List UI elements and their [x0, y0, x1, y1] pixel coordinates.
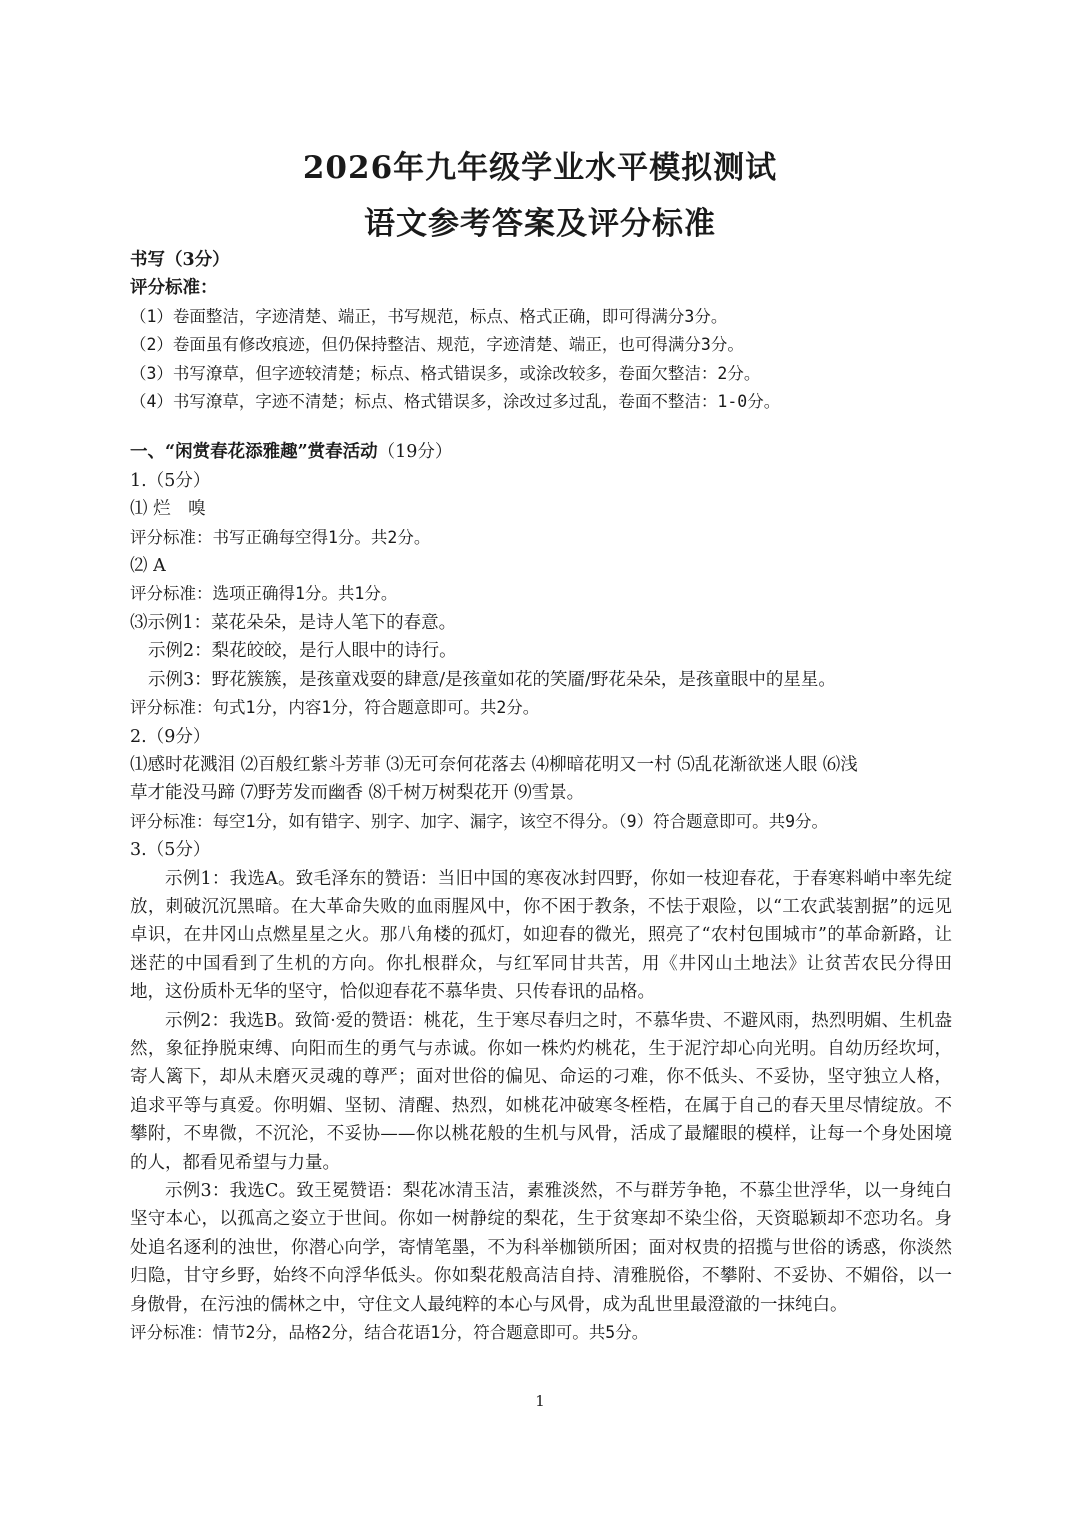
q2-label: 2.（9分）: [130, 726, 211, 747]
q2-answers-line-2: 草才能没马蹄 ⑺野芳发而幽香 ⑻千树万树梨花开 ⑼雪景。: [130, 783, 585, 804]
writing-criterion-4: （4）书写潦草，字迹不清楚；标点、格式错误多，涂改过多过乱，卷面不整洁：1-0分。: [130, 392, 781, 412]
page-title: 2026年九年级学业水平模拟测试: [302, 150, 778, 186]
q1-answer-3-example-2: 示例2：梨花皎皎，是行人眼中的诗行。: [148, 641, 457, 662]
q1-answer-3-example-1: ⑶示例1：菜花朵朵，是诗人笔下的春意。: [130, 612, 457, 633]
q1-criteria-1: 评分标准：书写正确每空得1分。共2分。: [130, 527, 431, 547]
writing-criteria-label: 评分标准：: [130, 278, 218, 299]
section-gap: [130, 416, 952, 438]
q1-criteria-3: 评分标准：句式1分，内容1分，符合题意即可。共2分。: [130, 698, 540, 718]
page-subtitle: 语文参考答案及评分标准: [364, 206, 716, 242]
q1-label: 1.（5分）: [130, 470, 211, 491]
writing-criterion-1: （1）卷面整洁，字迹清楚、端正，书写规范，标点、格式正确，即可得满分3分。: [130, 306, 728, 326]
q1-answer-2: ⑵ A: [130, 556, 166, 577]
q3-label: 3.（5分）: [130, 840, 211, 861]
q2-answers-line-1: ⑴感时花溅泪 ⑵百般红紫斗芳菲 ⑶无可奈何花落去 ⑷柳暗花明又一村 ⑸乱花渐欲迷人眼 ⑹浅: [130, 754, 858, 775]
section-1-heading: [130, 438, 952, 466]
q1-answer-1: ⑴ 烂 嗅: [130, 499, 206, 520]
q1-criteria-2: 评分标准：选项正确得1分。共1分。: [130, 584, 398, 604]
q1-answer-3-example-3: 示例3：野花簇簇，是孩童戏耍的肆意/是孩童如花的笑靥/野花朵朵，是孩童眼中的星星。: [148, 669, 836, 690]
writing-criterion-2: （2）卷面虽有修改痕迹，但仍保持整洁、规范，字迹清楚、端正，也可得满分3分。: [130, 335, 744, 355]
content-body: [130, 246, 952, 1347]
q3-example-2: 示例2：我选B。致简·爱的赞语：桃花，生于寒尽春归之时，不慕华贵、不避风雨，热烈明媚、生机盎然，象征挣脱束缚、向阳而生的勇气与赤诚。你如一株灼灼桃花，生于泥泞却心向光明。自幼历经坎坷，寄人篱下，却从未磨灭灵魂的尊严；面对世俗的偏见、命运的刁难，你不低头、不妥协，坚守独立人格，追求平等与真爱。你明媚、坚韧、清醒、热烈，如桃花冲破寒冬桎梏，在属于自己的春天里尽情绽放。不攀附，不卑微，不沉沦，不妥协——你以桃花般的生机与风骨，活成了最耀眼的模样，让每一个身处困境的人，都看见希望与力量。: [130, 1010, 952, 1173]
q3-example-1: 示例1：我选A。致毛泽东的赞语：当旧中国的寒夜冰封四野，你如一枝迎春花，于春寒料峭中率先绽放，刺破沉沉黑暗。在大革命失败的血雨腥风中，你不困于教条，不怯于艰险，以“工农武装割据”的远见卓识，在井冈山点燃星星之火。那八角楼的孤灯，如迎春的微光，照亮了“农村包围城市”的革命新路，让迷茫的中国看到了生机的方向。你扎根群众，与红军同甘共苦，用《井冈山土地法》让贫苦农民分得田地，这份质朴无华的坚守，恰似迎春花不慕华贵、只传春讯的品格。: [130, 868, 952, 1003]
q2-criteria: 评分标准：每空1分，如有错字、别字、加字、漏字，该空不得分。（9）符合题意即可。共9分。: [130, 811, 829, 831]
writing-heading: 书写（3分）: [130, 250, 230, 270]
section-1-title: 一、“闲赏春花添雅趣”赏春活动: [130, 442, 378, 463]
page-number: 1: [535, 1392, 545, 1410]
q3-criteria: 评分标准：情节2分，品格2分，结合花语1分，符合题意即可。共5分。: [130, 1323, 649, 1343]
writing-criterion-3: （3）书写潦草，但字迹较清楚；标点、格式错误多，或涂改较多，卷面欠整洁：2分。: [130, 363, 761, 383]
section-1-score: （19分）: [377, 442, 453, 463]
q3-example-3: 示例3：我选C。致王冕赞语：梨花冰清玉洁，素雅淡然，不与群芳争艳，不慕尘世浮华，以一身纯白坚守本心，以孤高之姿立于世间。你如一树静绽的梨花，生于贫寒却不染尘俗，天资聪颖却不恋功名。身处追名逐利的浊世，你潜心向学，寄情笔墨，不为科举枷锁所困；面对权贵的招揽与世俗的诱惑，你淡然归隐，甘守乡野，始终不向浮华低头。你如梨花般高洁自持、清雅脱俗，不攀附、不妥协、不媚俗，以一身傲骨，在污浊的儒林之中，守住文人最纯粹的本心与风骨，成为乱世里最澄澈的一抹纯白。: [130, 1181, 952, 1315]
